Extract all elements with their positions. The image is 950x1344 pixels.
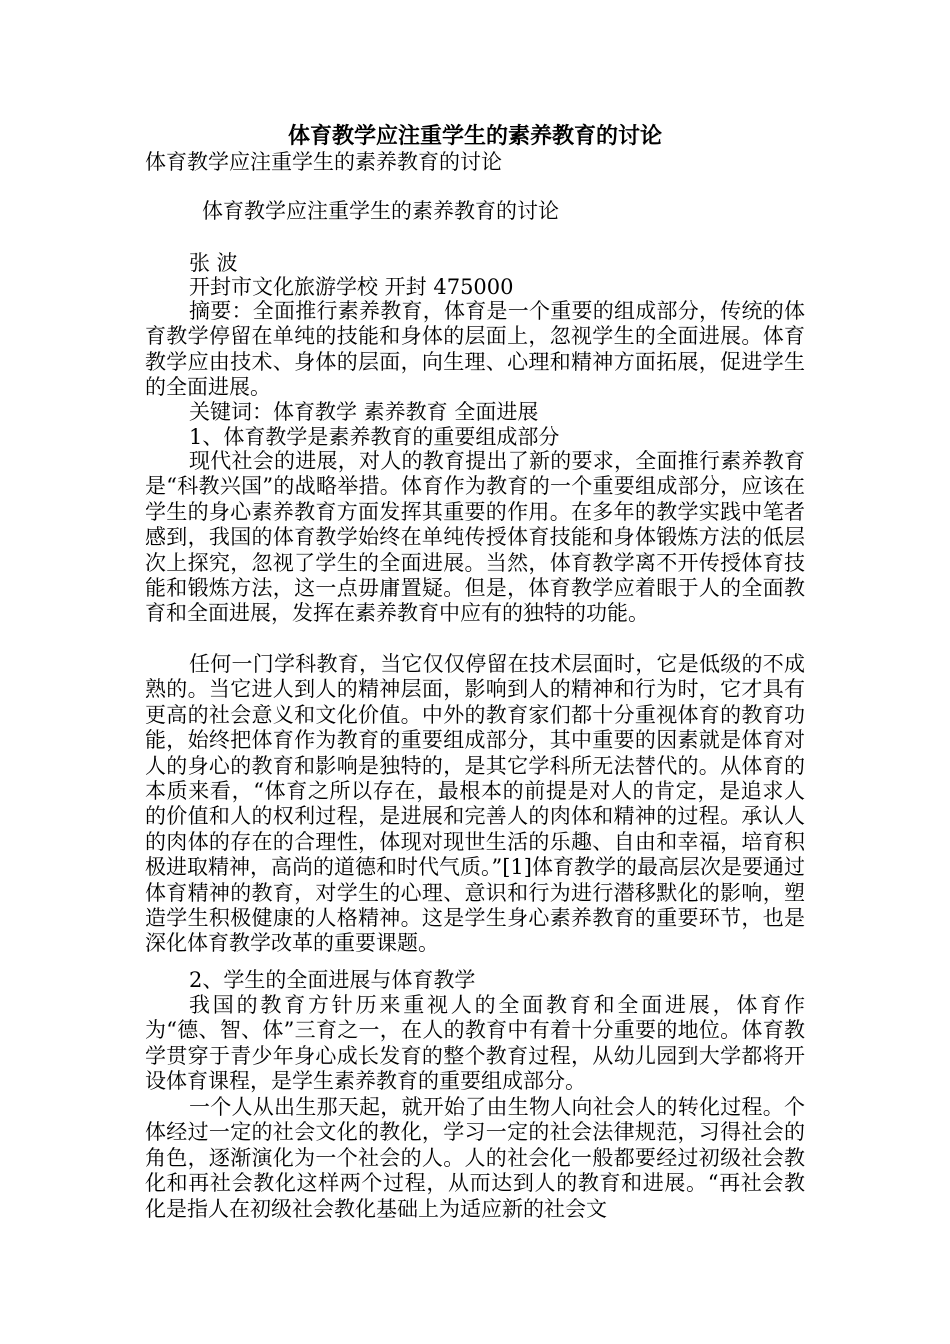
section-2-heading: 2、学生的全面进展与体育教学 [189,968,476,992]
document-title: 体育教学应注重学生的素养教育的讨论 [287,123,662,149]
section-1-paragraph-2: 任何一门学科教育，当它仅仅停留在技术层面时，它是低级的不成熟的。当它进人到人的精神层面，影响到人的精神和行为时，它才具有更高的社会意义和文化价值。中外的教育家们都十分重视体育的教育功能，始终把体育作为教育的重要组成部分，其中重要的因素就是体育对人的身心的教育和影响是独特的，是其它学科所无法替代的。从体育的本质来看，“体育之所以存在，最根本的前提是对人的肯定，是追求人的价值和人的权利过程，是进展和完善人的肉体和精神的过程。承认人的肉体的存在的合理性，体现对现世生活的乐趣、自由和幸福，培育积极进取精神，高尚的道德和时代气质。”[1]体育教学的最高层次是要通过体育精神的教育，对学生的心理、意识和行为进行潜移默化的影响，塑造学生积极健康的人格精神。这是学生身心素养教育的重要环节，也是深化体育教学改革的重要课题。 [145,652,805,956]
author-affiliation: 开封市文化旅游学校 开封 475000 [189,275,514,299]
section-2-paragraph-2: 一个人从出生那天起，就开始了由生物人向社会人的转化过程。个体经过一定的社会文化的教化，学习一定的社会法律规范，习得社会的角色，逐渐演化为一个社会的人。人的社会化一般都要经过初级社会教化和再社会教化这样两个过程，从而达到人的教育和进展。“再社会教化是指人在初级社会教化基础上为适应新的社会文 [145,1095,805,1221]
section-1-paragraph-1: 现代社会的进展，对人的教育提出了新的要求，全面推行素养教育是“科教兴国”的战略举措。体育作为教育的一个重要组成部分，应该在学生的身心素养教育方面发挥其重要的作用。在多年的教学实践中笔者感到，我国的体育教学始终在单纯传授体育技能和身体锻炼方法的低层次上探究，忽视了学生的全面进展。当然，体育教学离不开传授体育技能和锻炼方法，这一点毋庸置疑。但是，体育教学应着眼于人的全面教育和全面进展，发挥在素养教育中应有的独特的功能。 [145,449,805,626]
document-subtitle: 体育教学应注重学生的素养教育的讨论 [145,150,502,174]
section-2-paragraph-1: 我国的教育方针历来重视人的全面教育和全面进展，体育作为“德、智、体”三育之一，在人的教育中有着十分重要的地位。体育教学贯穿于青少年身心成长发育的整个教育过程，从幼儿园到大学都将开设体育课程，是学生素养教育的重要组成部分。 [145,993,805,1094]
author-name: 张 波 [189,251,238,275]
abstract-paragraph: 摘要：全面推行素养教育，体育是一个重要的组成部分，传统的体育教学停留在单纯的技能和身体的层面上，忽视学生的全面进展。体育教学应由技术、身体的层面，向生理、心理和精神方面拓展，促进学生的全面进展。 [145,299,805,400]
keywords-line: 关键词：体育教学 素养教育 全面进展 [189,400,539,424]
inner-title: 体育教学应注重学生的素养教育的讨论 [202,199,559,223]
section-1-heading: 1、体育教学是素养教育的重要组成部分 [189,425,560,449]
